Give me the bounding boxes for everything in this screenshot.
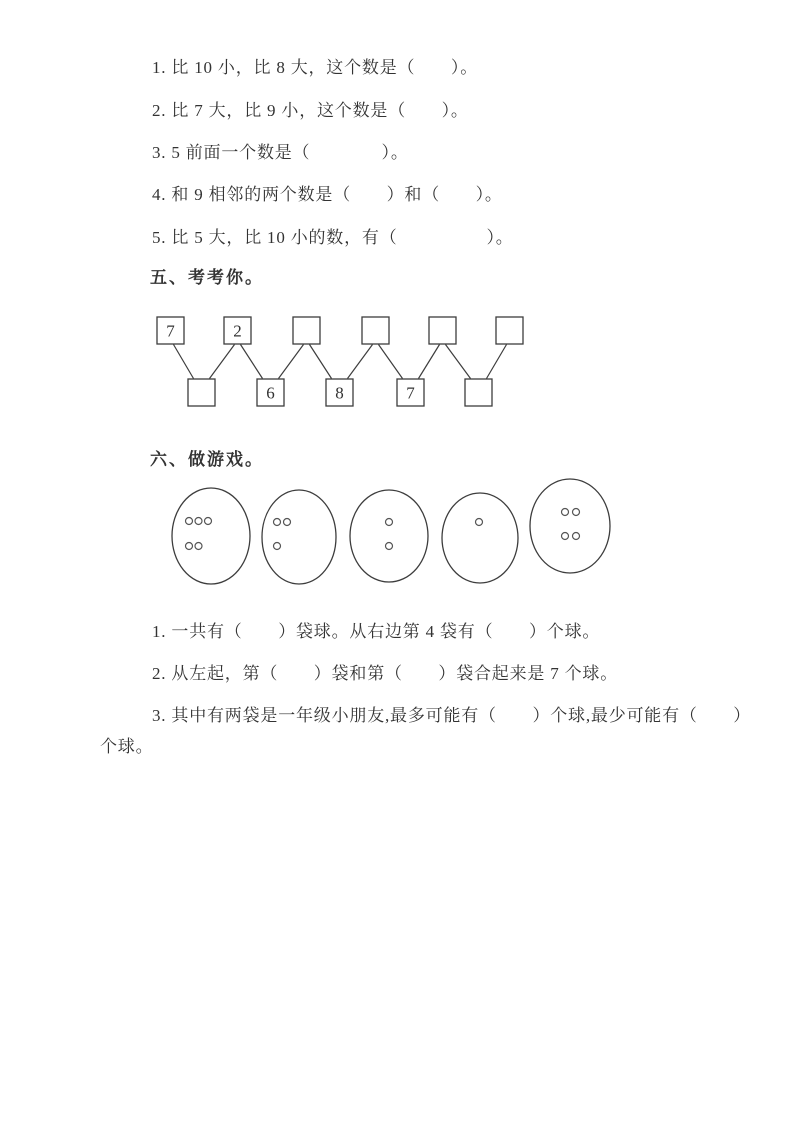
fill-in-item-3: 3. 5 前面一个数是（ ）。	[152, 143, 409, 162]
bottom-box-4-value: 7	[406, 383, 415, 403]
bag-1-ball-1	[186, 518, 193, 525]
fill-in-item-5: 5. 比 5 大，比 10 小的数，有（ ）。	[152, 228, 514, 247]
bag-5-ball-4	[573, 533, 580, 540]
connector-line-2	[210, 345, 235, 379]
bag-2-ball-2	[284, 519, 291, 526]
top-box-6	[496, 317, 523, 344]
connector-line-10	[487, 345, 507, 379]
bottom-box-3-value: 8	[335, 383, 344, 403]
bottom-box-1	[188, 379, 215, 406]
connector-line-9	[446, 345, 471, 379]
section-five-heading: 五、考考你。	[150, 268, 264, 287]
bottom-box-3	[326, 379, 353, 406]
bag-1-ball-3	[205, 518, 212, 525]
game-question-3: 3. 其中有两袋是一年级小朋友,最多可能有（ ）个球,最少可能有（ ）	[152, 706, 752, 725]
bottom-box-4	[397, 379, 424, 406]
fill-in-item-2: 2. 比 7 大，比 9 小，这个数是（ ）。	[152, 101, 469, 120]
connector-line-6	[348, 345, 373, 379]
bag-1-ball-5	[195, 543, 202, 550]
game-question-3-wrap: 个球。	[100, 737, 154, 756]
top-box-2	[224, 317, 251, 344]
bag-5-ball-2	[573, 509, 580, 516]
bottom-box-5	[465, 379, 492, 406]
bag-2-oval	[262, 490, 336, 584]
bag-3-ball-2	[386, 543, 393, 550]
bag-2-ball-3	[274, 543, 281, 550]
bag-2-ball-1	[274, 519, 281, 526]
top-box-4	[362, 317, 389, 344]
bag-1-oval	[172, 488, 250, 584]
top-box-3	[293, 317, 320, 344]
bag-5-ball-1	[562, 509, 569, 516]
bag-4-ball-1	[476, 519, 483, 526]
bag-1-ball-4	[186, 543, 193, 550]
bag-1-ball-2	[195, 518, 202, 525]
top-box-2-value: 2	[233, 321, 242, 341]
bag-4-oval	[442, 493, 518, 583]
connector-line-8	[419, 345, 440, 379]
section-six-heading: 六、做游戏。	[150, 450, 264, 469]
bag-3-ball-1	[386, 519, 393, 526]
fill-in-item-4: 4. 和 9 相邻的两个数是（ ）和（ ）。	[152, 185, 503, 204]
top-box-1	[157, 317, 184, 344]
bottom-box-2	[257, 379, 284, 406]
game-question-2: 2. 从左起，第（ ）袋和第（ ）袋合起来是 7 个球。	[152, 664, 618, 683]
connector-line-4	[279, 345, 304, 379]
top-box-5	[429, 317, 456, 344]
bag-5-ball-3	[562, 533, 569, 540]
connector-line-7	[379, 345, 403, 379]
bag-5-oval	[530, 479, 610, 573]
bag-3-oval	[350, 490, 428, 582]
connector-line-3	[241, 345, 263, 379]
top-box-1-value: 7	[166, 321, 175, 341]
connector-line-1	[174, 345, 194, 379]
connector-line-5	[310, 345, 332, 379]
game-question-1: 1. 一共有（ ）袋球。从右边第 4 袋有（ ）个球。	[152, 622, 601, 641]
fill-in-item-1: 1. 比 10 小，比 8 大，这个数是（ ）。	[152, 58, 478, 77]
bottom-box-2-value: 6	[266, 383, 275, 403]
